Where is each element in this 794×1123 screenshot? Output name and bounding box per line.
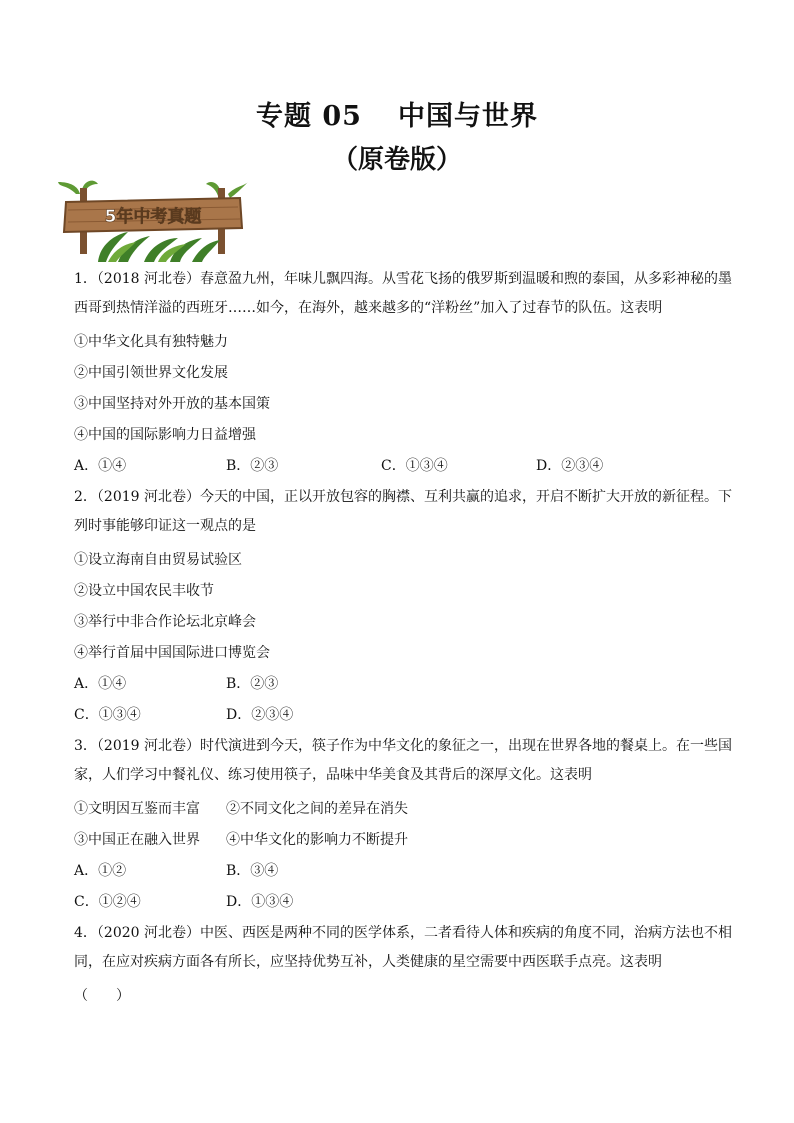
question-2-options-row-1: [74, 671, 724, 702]
question-1-item-1: ①中华文化具有独特魅力: [74, 334, 228, 350]
question-3-option-b: B．③④: [226, 863, 279, 879]
question-1-option-a: A．①④: [74, 458, 127, 474]
question-2-line-1: 2．（2019 河北卷）今天的中国，正以开放包容的胸襟、互利共赢的追求，开启不断扩大开放的新征程。下: [74, 489, 732, 505]
banner-text: 5年中考真题: [104, 207, 202, 227]
question-3-option-d: D．①③④: [226, 894, 294, 910]
question-2-option-b: B．②③: [226, 676, 279, 692]
question-2-line-2: 列时事能够印证这一观点的是: [74, 518, 256, 534]
question-1: [74, 266, 732, 484]
question-2-option-d: D．②③④: [226, 707, 294, 723]
question-4-line-1: 4．（2020 河北卷）中医、西医是两种不同的医学体系，二者看待人体和疾病的角度不同，治病方法也不相: [74, 925, 732, 941]
question-2-options-row-2: [74, 702, 724, 733]
question-3-option-c: C．①②④: [74, 894, 141, 910]
question-3-items-row-2: [74, 827, 724, 858]
question-2-item-4: ④举行首届中国国际进口博览会: [74, 645, 270, 661]
question-1-option-d: D．②③④: [536, 458, 604, 474]
question-3-option-a: A．①②: [74, 863, 127, 879]
question-1-options: [74, 453, 724, 484]
question-4-line-2: 同，在应对疾病方面各有所长，应坚持优势互补，人类健康的星空需要中西医联手点亮。这表明: [74, 954, 662, 970]
question-3-item-3: ③中国正在融入世界: [74, 832, 200, 848]
question-3: [74, 733, 732, 920]
title-topic-name: 中国与世界: [397, 101, 538, 132]
question-2-item-1: ①设立海南自由贸易试验区: [74, 552, 242, 568]
question-1-line-2: 西哥到热情洋溢的西班牙……如今，在海外，越来越多的“洋粉丝”加入了过春节的队伍。这表明: [74, 300, 663, 316]
question-2-option-c: C．①③④: [74, 707, 141, 723]
question-3-item-1: ①文明因互鉴而丰富: [74, 801, 200, 817]
question-1-item-4: ④中国的国际影响力日益增强: [74, 427, 256, 443]
question-2-item-2: ②设立中国农民丰收节: [74, 583, 214, 599]
question-list: [74, 266, 732, 1014]
question-4: [74, 920, 732, 1014]
question-1-option-b: B．②③: [226, 458, 279, 474]
question-2-option-a: A．①④: [74, 676, 127, 692]
title-topic-number: 专题 05: [256, 101, 362, 132]
question-3-options-row-1: [74, 858, 724, 889]
question-3-line-1: 3．（2019 河北卷）时代演进到今天，筷子作为中华文化的象征之一，出现在世界各地的餐桌上。在一些国: [74, 738, 732, 754]
question-2-item-3: ③举行中非合作论坛北京峰会: [74, 614, 256, 630]
question-3-item-4: ④中华文化的影响力不断提升: [226, 832, 408, 848]
question-1-item-3: ③中国坚持对外开放的基本国策: [74, 396, 270, 412]
question-2: [74, 484, 732, 733]
question-1-item-2: ②中国引领世界文化发展: [74, 365, 228, 381]
page-subtitle: （原卷版）: [331, 145, 462, 175]
question-1-line-1: 1．（2018 河北卷）春意盈九州，年味儿飘四海。从雪花飞扬的俄罗斯到温暖和煦的泰国，从多彩神秘的墨: [74, 271, 732, 287]
question-3-line-2: 家，人们学习中餐礼仪、练习使用筷子，品味中华美食及其背后的深厚文化。这表明: [74, 767, 592, 783]
answer-blank: （ ）: [74, 988, 130, 1004]
question-3-options-row-2: [74, 889, 724, 920]
page-title: [0, 100, 794, 134]
question-1-option-c: C．①③④: [381, 458, 448, 474]
question-3-items-row-1: [74, 796, 724, 827]
banner-5-year-exams: [58, 180, 248, 262]
question-3-item-2: ②不同文化之间的差异在消失: [226, 801, 408, 817]
